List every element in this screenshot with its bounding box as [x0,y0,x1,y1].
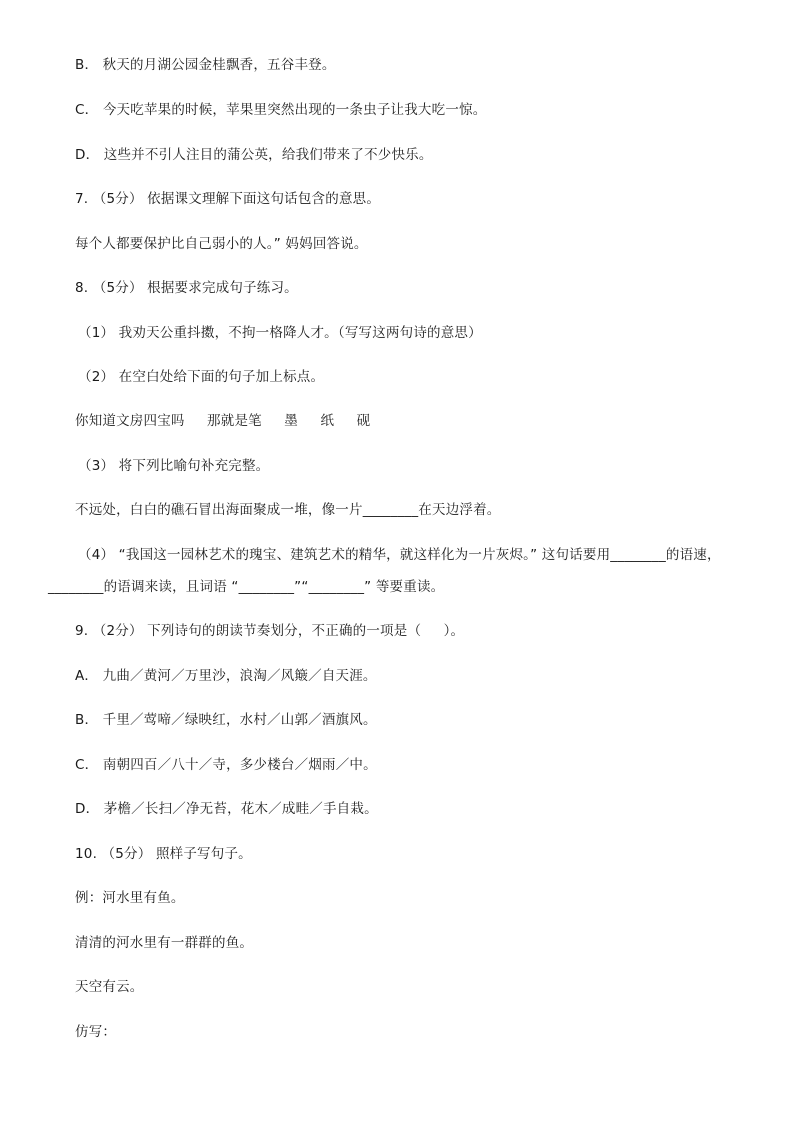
question-7-quote: 每个人都要保护比自己弱小的人。” 妈妈回答说。 [75,236,368,252]
question-9: 9. （2分） 下列诗句的朗读节奏划分，不正确的一项是（ ）。 [75,623,465,639]
q6-option-c: C． 今天吃苹果的时候，苹果里突然出现的一条虫子让我大吃一惊。 [75,102,487,118]
question-8-part-1: （1） 我劝天公重抖擞，不拘一格降人才。（写写这两句诗的意思） [78,325,482,341]
q6-option-b: B． 秋天的月湖公园金桂飘香，五谷丰登。 [75,57,336,73]
question-8: 8. （5分） 根据要求完成句子练习。 [75,280,298,296]
question-10-prompt: 天空有云。 [75,979,144,995]
question-10-example: 例：河水里有鱼。 [75,890,185,906]
question-8-part-2-sentence: 你知道文房四宝吗 那就是笔 墨 纸 砚 [75,413,371,429]
question-10-example-answer: 清清的河水里有一群群的鱼。 [75,935,254,951]
question-8-part-4-continued: ________的语调来读，且词语 “________”“________” 等要重读。 [48,579,445,595]
q9-option-b: B． 千里／莺啼／绿映红，水村／山郭／酒旗风。 [75,712,377,728]
q6-option-d: D． 这些并不引人注目的蒲公英，给我们带来了不少快乐。 [75,147,433,163]
q9-option-d: D． 茅檐／长扫／净无苔，花木／成畦／手自栽。 [75,801,378,817]
question-7: 7. （5分） 依据课文理解下面这句话包含的意思。 [75,191,381,207]
q9-option-a: A． 九曲／黄河／万里沙，浪淘／风簸／自天涯。 [75,668,377,684]
question-8-part-2: （2） 在空白处给下面的句子加上标点。 [78,369,325,385]
question-10: 10. （5分） 照样子写句子。 [75,846,252,862]
question-10-imitate-label: 仿写： [75,1024,117,1040]
question-8-part-4: （4） “我国这一园林艺术的瑰宝、建筑艺术的精华，就这样化为一片灰烬。” 这句话要用________的语速， [78,547,721,563]
q9-option-c: C． 南朝四百／八十／寺，多少楼台／烟雨／中。 [75,757,377,773]
question-8-part-3-sentence: 不远处，白白的礁石冒出海面聚成一堆，像一片________在天边浮着。 [75,502,501,518]
question-8-part-3: （3） 将下列比喻句补充完整。 [78,458,270,474]
